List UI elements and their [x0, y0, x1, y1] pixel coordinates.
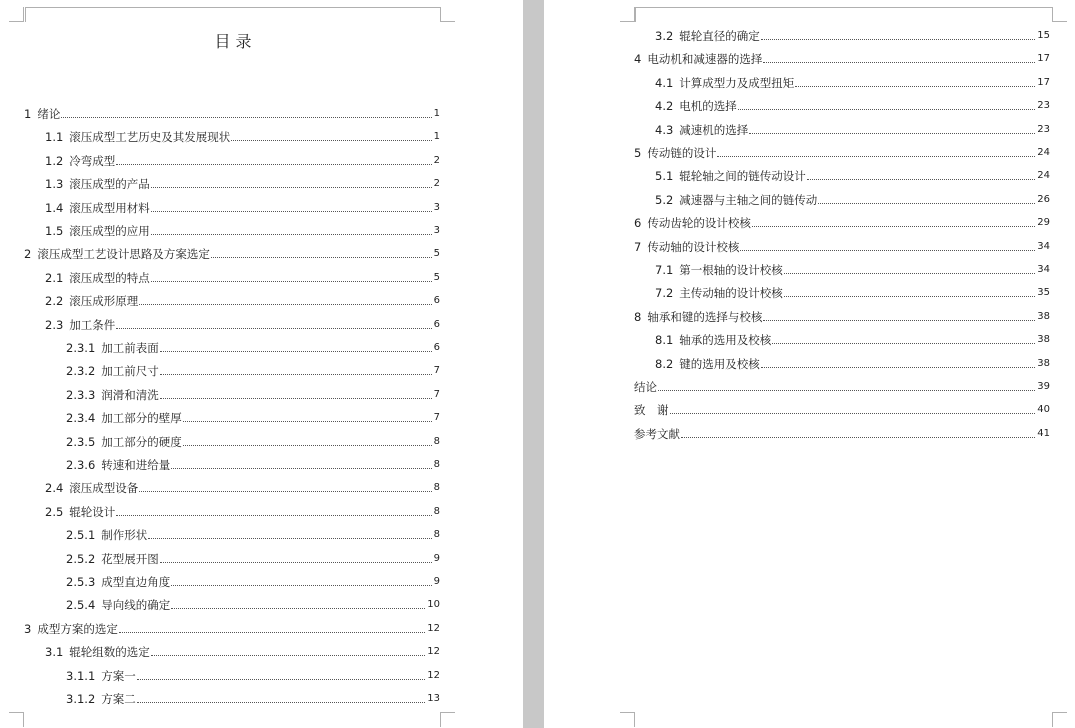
toc-entry[interactable]: [66, 409, 440, 425]
toc-entry[interactable]: [66, 573, 440, 589]
toc-dot-leader: [784, 295, 1035, 297]
toc-entry-title: 滚压成型的应用: [69, 224, 150, 238]
toc-entry-title: 加工条件: [69, 317, 116, 332]
crop-mark: [9, 712, 24, 727]
toc-entry-title: 电动机和减速器的选择: [647, 52, 763, 67]
toc-entry-page-number: 15: [1037, 30, 1050, 41]
header-margin-line: [635, 7, 1053, 22]
toc-entry-title: 转速和进给量: [101, 458, 171, 472]
toc-entry[interactable]: [66, 433, 440, 449]
toc-entry-number: 2.5.1: [66, 528, 96, 543]
toc-entry-page-number: 3: [433, 201, 440, 213]
toc-entry-number: 2.3.6: [66, 458, 96, 472]
toc-entry-title: 冷弯成型: [69, 153, 116, 168]
toc-entry[interactable]: [655, 261, 1050, 277]
toc-entry[interactable]: [66, 667, 440, 683]
toc-entry-page-number: 24: [1037, 170, 1050, 182]
toc-entry[interactable]: [45, 643, 440, 659]
toc-entry-number: 4.3: [655, 122, 674, 137]
toc-dot-leader: [151, 233, 432, 235]
toc-entry[interactable]: [655, 355, 1050, 371]
toc-entry-title: 结论: [634, 380, 657, 394]
toc-entry-number: 4.2: [655, 99, 674, 114]
toc-entry-number: 7: [634, 239, 642, 254]
toc-entry-title: 成型直边角度: [101, 575, 171, 589]
toc-entry-page-number: 12: [427, 622, 440, 634]
toc-entry-title: 润滑和清洗: [101, 387, 159, 402]
toc-dot-leader: [116, 514, 431, 516]
toc-entry-number: 1.1: [45, 130, 64, 145]
toc-dot-leader: [761, 366, 1035, 368]
toc-entry[interactable]: [66, 456, 440, 472]
toc-entry[interactable]: [66, 690, 440, 706]
toc-entry[interactable]: [655, 167, 1050, 183]
toc-entry-title: 花型展开图: [101, 551, 159, 566]
toc-entry-title: 滚压成型工艺设计思路及方案选定: [37, 247, 210, 262]
toc-entry-title: 滚压成形原理: [69, 294, 139, 309]
toc-entry-title: 电机的选择: [679, 99, 737, 114]
toc-entry-number: 4.1: [655, 75, 674, 90]
toc-entry-number: 2.5: [45, 504, 64, 519]
toc-entry-number: 2: [24, 247, 32, 262]
toc-entry[interactable]: [655, 74, 1050, 90]
toc-dot-leader: [784, 272, 1035, 274]
toc-entry-title: 滚压成型工艺历史及其发展现状: [69, 130, 231, 145]
toc-entry-page-number: 41: [1037, 427, 1050, 439]
toc-entry[interactable]: [634, 308, 1050, 324]
toc-entry-page-number: 12: [427, 669, 440, 681]
toc-entry[interactable]: [66, 386, 440, 402]
toc-entry-number: 7.1: [655, 263, 674, 277]
toc-entry[interactable]: [634, 425, 1050, 441]
toc-dot-leader: [231, 139, 431, 141]
toc-entry-number: 7.2: [655, 286, 674, 301]
toc-entry-page-number: 34: [1037, 240, 1050, 252]
toc-entry-page-number: 17: [1037, 53, 1050, 65]
header-margin-line: [25, 7, 441, 22]
toc-entry-title: 辊轮直径的确定: [679, 29, 760, 43]
toc-entry-title: 参考文献: [634, 426, 680, 441]
toc-entry-page-number: 9: [433, 576, 440, 587]
toc-entry-number: 2.3.3: [66, 387, 96, 402]
toc-entry[interactable]: [634, 401, 1050, 417]
toc-dot-leader: [183, 444, 432, 446]
toc-entry[interactable]: [634, 238, 1050, 254]
toc-dot-leader: [139, 303, 431, 305]
toc-entry-title: 致 谢: [634, 403, 669, 418]
toc-entry[interactable]: [66, 526, 440, 542]
crop-mark: [440, 7, 455, 22]
toc-entry[interactable]: [45, 175, 440, 191]
toc-dot-leader: [151, 280, 432, 282]
toc-entry-number: 1.2: [45, 153, 64, 168]
toc-dot-leader: [738, 108, 1035, 110]
toc-dot-leader: [818, 202, 1035, 204]
toc-entry[interactable]: [655, 331, 1050, 347]
toc-entry-page-number: 8: [433, 529, 440, 541]
toc-entry-number: 5.1: [655, 169, 674, 184]
toc-entry-page-number: 38: [1037, 357, 1050, 369]
toc-entry-title: 传动齿轮的设计校核: [647, 216, 751, 231]
toc-entry-title: 导向线的确定: [101, 598, 171, 613]
toc-entry-page-number: 12: [427, 646, 440, 658]
toc-entry[interactable]: [45, 128, 440, 144]
toc-dot-leader: [740, 249, 1035, 251]
toc-entry-number: 5.2: [655, 192, 674, 207]
toc-dot-leader: [763, 61, 1035, 63]
toc-entry-page-number: 1: [433, 108, 440, 119]
toc-entry[interactable]: [66, 362, 440, 378]
toc-entry-number: 3: [24, 621, 32, 636]
toc-entry-title: 滚压成型用材料: [69, 200, 150, 215]
toc-dot-leader: [681, 436, 1035, 438]
toc-entry-number: 1: [24, 107, 32, 121]
toc-entry-title: 传动链的设计: [647, 146, 717, 160]
toc-entry[interactable]: [655, 27, 1050, 43]
toc-entry-title: 轴承的选用及校核: [679, 333, 772, 348]
toc-entry-title: 轴承和键的选择与校核: [647, 309, 763, 324]
toc-dot-leader: [749, 132, 1035, 134]
toc-entry[interactable]: [655, 284, 1050, 300]
toc-entry-title: 键的选用及校核: [679, 356, 760, 371]
toc-entry-title: 传动轴的设计校核: [647, 239, 740, 254]
toc-entry-title: 加工部分的壁厚: [101, 411, 182, 426]
toc-entry-page-number: 26: [1037, 193, 1050, 205]
toc-entry-number: 3.1: [45, 645, 64, 660]
toc-dot-leader: [137, 701, 426, 703]
toc-entry-page-number: 29: [1037, 217, 1050, 229]
toc-entry-page-number: 2: [433, 154, 440, 166]
toc-entry-page-number: 6: [433, 342, 440, 353]
toc-entry-number: 1.5: [45, 224, 64, 238]
toc-entry[interactable]: [45, 199, 440, 215]
toc-entry-number: 2.5.2: [66, 551, 96, 566]
toc-dot-leader: [61, 116, 431, 118]
toc-entry-title: 第一根轴的设计校核: [679, 263, 783, 277]
toc-entry-title: 制作形状: [101, 528, 148, 543]
toc-entry-number: 1.4: [45, 200, 64, 215]
toc-entry-page-number: 40: [1037, 404, 1050, 416]
toc-entry-title: 辊轮轴之间的链传动设计: [679, 169, 806, 184]
toc-entry-page-number: 13: [427, 693, 440, 704]
toc-entry[interactable]: [634, 378, 1050, 394]
toc-dot-leader: [119, 631, 425, 633]
toc-entry-page-number: 2: [433, 178, 440, 190]
toc-dot-leader: [116, 327, 431, 329]
toc-dot-leader: [160, 561, 432, 563]
toc-dot-leader: [752, 225, 1035, 227]
toc-entry-title: 辊轮组数的选定: [69, 645, 150, 660]
toc-entry-number: 5: [634, 146, 642, 160]
toc-entry-page-number: 10: [427, 599, 440, 611]
toc-entry-number: 3.1.2: [66, 692, 96, 706]
toc-entry-page-number: 1: [433, 131, 440, 143]
toc-entry-number: 2.4: [45, 481, 64, 496]
toc-entry[interactable]: [24, 620, 440, 636]
toc-dot-leader: [761, 38, 1035, 40]
toc-dot-leader: [795, 85, 1035, 87]
toc-entry[interactable]: [66, 550, 440, 566]
toc-entry[interactable]: [634, 144, 1050, 160]
toc-entry[interactable]: [634, 214, 1050, 230]
toc-entry-number: 2.2: [45, 294, 64, 309]
toc-entry-title: 滚压成型设备: [69, 481, 139, 496]
document-page-right: [544, 0, 1075, 728]
toc-entry-number: 8.1: [655, 333, 674, 348]
toc-entry-page-number: 3: [433, 225, 440, 236]
toc-dot-leader: [137, 678, 426, 680]
toc-dot-leader: [139, 490, 431, 492]
crop-mark: [9, 7, 24, 22]
toc-entry[interactable]: [655, 121, 1050, 137]
toc-entry[interactable]: [24, 105, 440, 121]
toc-entry[interactable]: [45, 292, 440, 308]
toc-entry-title: 辊轮设计: [69, 504, 116, 519]
toc-dot-leader: [151, 654, 425, 656]
toc-dot-leader: [116, 163, 431, 165]
toc-entry-title: 加工前尺寸: [101, 364, 159, 379]
toc-entry-number: 8.2: [655, 356, 674, 371]
toc-entry-title: 主传动轴的设计校核: [679, 286, 783, 301]
toc-entry-title: 减速机的选择: [679, 122, 749, 137]
toc-dot-leader: [772, 342, 1035, 344]
toc-entry-number: 2.3.5: [66, 434, 96, 449]
toc-dot-leader: [148, 537, 431, 539]
toc-entry-number: 2.3.1: [66, 341, 96, 355]
toc-dot-leader: [183, 420, 432, 422]
toc-dot-leader: [160, 397, 432, 399]
toc-entry-title: 绪论: [37, 107, 61, 121]
toc-entry-page-number: 39: [1037, 381, 1050, 392]
toc-entry[interactable]: [45, 152, 440, 168]
toc-entry-page-number: 7: [433, 388, 440, 400]
toc-entry[interactable]: [45, 479, 440, 495]
toc-entry-number: 3.1.1: [66, 668, 96, 683]
toc-dot-leader: [658, 389, 1035, 391]
toc-entry[interactable]: [655, 97, 1050, 113]
toc-entry-number: 2.3: [45, 317, 64, 332]
toc-dot-leader: [211, 256, 432, 258]
toc-entry-page-number: 5: [433, 271, 440, 283]
toc-entry-title: 成型方案的选定: [37, 621, 118, 636]
toc-dot-leader: [670, 412, 1036, 414]
crop-mark: [620, 712, 635, 727]
toc-entry-page-number: 5: [433, 248, 440, 260]
toc-entry-title: 加工部分的硬度: [101, 434, 182, 449]
toc-entry-number: 1.3: [45, 177, 64, 192]
toc-entry-page-number: 34: [1037, 264, 1050, 275]
crop-mark: [1052, 712, 1067, 727]
toc-entry-title: 加工前表面: [101, 341, 159, 355]
toc-entry-page-number: 38: [1037, 310, 1050, 322]
toc-entry-page-number: 8: [433, 435, 440, 447]
toc-entry[interactable]: [45, 269, 440, 285]
toc-entry-page-number: 23: [1037, 123, 1050, 135]
toc-entry[interactable]: [655, 191, 1050, 207]
toc-entry-page-number: 17: [1037, 76, 1050, 88]
toc-entry[interactable]: [45, 222, 440, 238]
toc-entry-page-number: 6: [433, 318, 440, 330]
toc-entry-page-number: 8: [433, 482, 440, 494]
crop-mark: [1052, 7, 1067, 22]
toc-entry-title: 滚压成型的特点: [69, 270, 150, 285]
toc-entry-page-number: 7: [433, 365, 440, 377]
toc-entry-number: 6: [634, 216, 642, 231]
toc-entry-number: 8: [634, 309, 642, 324]
toc-dot-leader: [160, 350, 432, 352]
page-title: 目 录: [214, 32, 252, 51]
document-page-left: [0, 0, 523, 728]
toc-entry-page-number: 9: [433, 552, 440, 564]
toc-entry-page-number: 7: [433, 412, 440, 424]
toc-dot-leader: [151, 210, 432, 212]
crop-mark: [440, 712, 455, 727]
toc-dot-leader: [171, 467, 431, 469]
toc-entry[interactable]: [66, 596, 440, 612]
toc-entry-page-number: 38: [1037, 334, 1050, 346]
toc-dot-leader: [171, 584, 431, 586]
toc-entry[interactable]: [45, 503, 440, 519]
toc-entry-title: 方案二: [101, 692, 136, 706]
crop-mark: [620, 7, 635, 22]
toc-entry-title: 减速器与主轴之间的链传动: [679, 192, 818, 207]
toc-entry[interactable]: [24, 245, 440, 261]
toc-dot-leader: [763, 319, 1035, 321]
toc-entry-title: 计算成型力及成型扭矩: [679, 75, 795, 90]
toc-entry[interactable]: [66, 339, 440, 355]
toc-entry[interactable]: [45, 316, 440, 332]
toc-entry-page-number: 23: [1037, 100, 1050, 112]
toc-dot-leader: [717, 155, 1035, 157]
toc-entry-number: 2.3.2: [66, 364, 96, 379]
toc-entry[interactable]: [634, 50, 1050, 66]
toc-entry-page-number: 8: [433, 505, 440, 517]
toc-entry-page-number: 35: [1037, 287, 1050, 299]
toc-entry-number: 2.3.4: [66, 411, 96, 426]
toc-dot-leader: [171, 607, 425, 609]
toc-entry-title: 滚压成型的产品: [69, 177, 150, 192]
toc-entry-page-number: 8: [433, 459, 440, 470]
toc-entry-number: 2.5.3: [66, 575, 96, 589]
toc-dot-leader: [160, 373, 432, 375]
toc-dot-leader: [807, 178, 1035, 180]
toc-entry-page-number: 24: [1037, 147, 1050, 158]
toc-entry-number: 4: [634, 52, 642, 67]
toc-entry-number: 2.1: [45, 270, 64, 285]
toc-entry-number: 2.5.4: [66, 598, 96, 613]
toc-entry-title: 方案一: [101, 668, 136, 683]
toc-entry-page-number: 6: [433, 295, 440, 307]
toc-entry-number: 3.2: [655, 29, 674, 43]
toc-dot-leader: [151, 186, 432, 188]
